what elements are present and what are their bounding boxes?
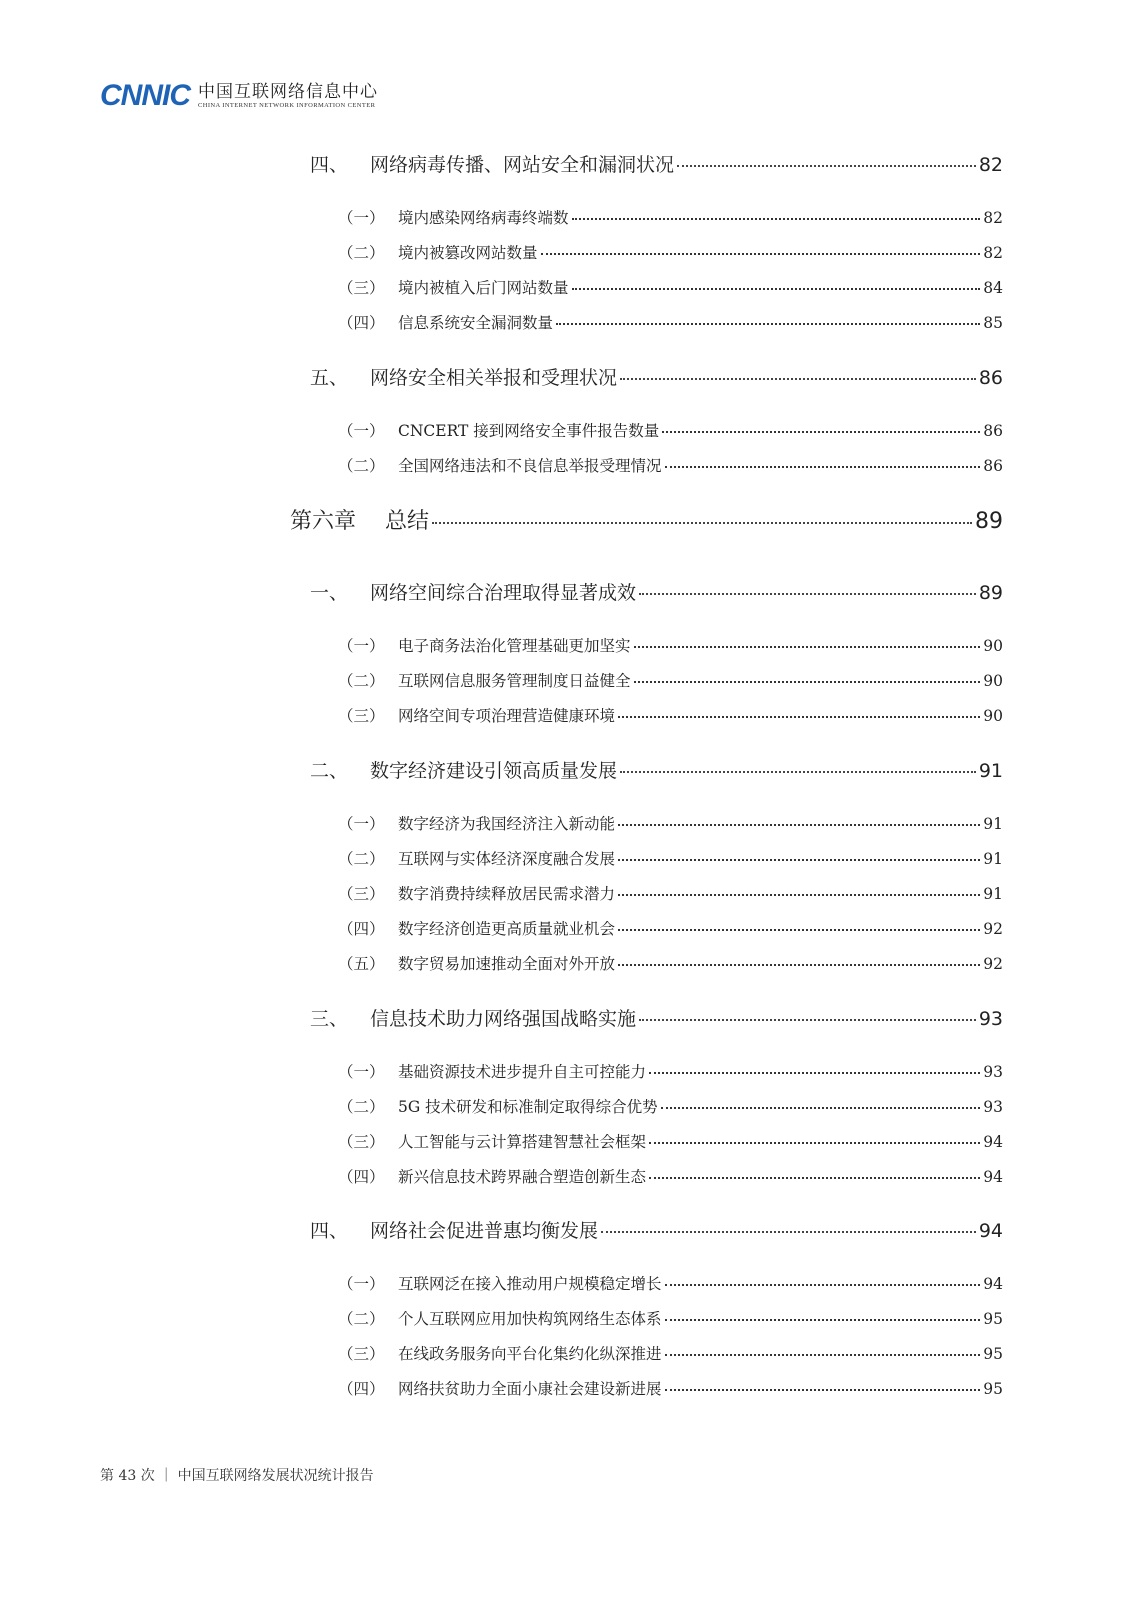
toc-page: 93 (983, 1098, 1003, 1116)
toc-number: （五） (338, 955, 385, 973)
toc-title: 互联网信息服务管理制度日益健全 (398, 672, 631, 690)
toc-leader (618, 859, 980, 861)
toc-subsection[interactable] (338, 1165, 1003, 1187)
toc-number: （二） (338, 244, 385, 262)
toc-leader (665, 1389, 981, 1391)
toc-page: 95 (983, 1380, 1003, 1398)
toc-subsection[interactable] (338, 1060, 1003, 1082)
toc-number: （三） (338, 1345, 385, 1363)
toc-number: （四） (338, 920, 385, 938)
toc-page: 82 (983, 209, 1003, 227)
toc-page: 90 (983, 637, 1003, 655)
toc-section[interactable] (310, 1216, 1003, 1243)
toc-subsection[interactable] (338, 419, 1003, 441)
toc-leader (572, 218, 981, 220)
toc-page: 84 (983, 279, 1003, 297)
toc-number: 四、 (310, 154, 349, 176)
toc-title: 人工智能与云计算搭建智慧社会框架 (398, 1133, 647, 1151)
toc-subsection[interactable] (338, 1307, 1003, 1329)
toc-page: 90 (983, 672, 1003, 690)
toc-leader (665, 1319, 981, 1321)
toc-page: 92 (983, 920, 1003, 938)
toc-chapter[interactable] (290, 504, 1003, 535)
toc-leader (541, 253, 981, 255)
toc-number: （四） (338, 1168, 385, 1186)
toc-title: 互联网泛在接入推动用户规模稳定增长 (398, 1275, 662, 1293)
toc-leader (620, 378, 976, 380)
page-footer: 第 43 次 ｜ 中国互联网络发展状况统计报告 (100, 1468, 374, 1484)
toc-section[interactable] (310, 578, 1003, 605)
toc-number: （一） (338, 422, 385, 440)
toc-page: 86 (983, 422, 1003, 440)
toc-title: 境内被植入后门网站数量 (398, 279, 569, 297)
toc-leader (649, 1142, 980, 1144)
toc-title: 网络扶贫助力全面小康社会建设新进展 (398, 1380, 662, 1398)
toc-page: 92 (983, 955, 1003, 973)
toc-number: （二） (338, 1098, 385, 1116)
toc-subsection[interactable] (338, 1095, 1003, 1117)
toc-section[interactable] (310, 756, 1003, 783)
toc-subsection[interactable] (338, 1272, 1003, 1294)
toc-page: 94 (983, 1168, 1003, 1186)
toc-leader (618, 824, 980, 826)
toc-title: 数字经济为我国经济注入新动能 (398, 815, 616, 833)
toc-leader (649, 1177, 980, 1179)
toc-number: （一） (338, 637, 385, 655)
toc-title: 个人互联网应用加快构筑网络生态体系 (398, 1310, 662, 1328)
toc-number: （二） (338, 457, 385, 475)
toc-page: 93 (983, 1063, 1003, 1081)
toc-subsection[interactable] (338, 454, 1003, 476)
toc-page: 86 (978, 367, 1003, 389)
toc-title: 数字贸易加速推动全面对外开放 (398, 955, 616, 973)
toc-leader (677, 165, 976, 167)
toc-subsection[interactable] (338, 1377, 1003, 1399)
toc-page: 82 (978, 154, 1003, 176)
toc-title: 境内感染网络病毒终端数 (398, 209, 569, 227)
toc-section[interactable] (310, 150, 1003, 177)
toc-leader (665, 1354, 981, 1356)
toc-title: 新兴信息技术跨界融合塑造创新生态 (398, 1168, 647, 1186)
toc-number: 二、 (310, 760, 349, 782)
toc-title: 信息技术助力网络强国战略实施 (370, 1008, 637, 1030)
toc-leader (639, 593, 976, 595)
toc-leader (618, 894, 980, 896)
toc-leader (649, 1072, 980, 1074)
toc-leader (618, 964, 980, 966)
toc-leader (620, 771, 976, 773)
toc-title: 在线政务服务向平台化集约化纵深推进 (398, 1345, 662, 1363)
toc-number: （四） (338, 314, 385, 332)
toc-page: 91 (983, 885, 1003, 903)
toc-subsection[interactable] (338, 1130, 1003, 1152)
toc-subsection[interactable] (338, 276, 1003, 298)
logo-english-name: CHINA INTERNET NETWORK INFORMATION CENTER (198, 101, 376, 109)
toc-leader (665, 466, 981, 468)
toc-number: 五、 (310, 367, 349, 389)
toc-subsection[interactable] (338, 812, 1003, 834)
toc-page: 91 (978, 760, 1003, 782)
toc-leader (556, 323, 980, 325)
toc-number: （一） (338, 1275, 385, 1293)
toc-number: 一、 (310, 582, 349, 604)
toc-page: 91 (983, 850, 1003, 868)
toc-page: 90 (983, 707, 1003, 725)
toc-leader (618, 929, 980, 931)
toc-title: 网络社会促进普惠均衡发展 (370, 1220, 599, 1242)
logo-chinese-name: 中国互联网络信息中心 (198, 81, 378, 102)
toc-leader (639, 1019, 976, 1021)
toc-subsection[interactable] (338, 1342, 1003, 1364)
toc-page: 94 (978, 1220, 1003, 1242)
toc-page: 82 (983, 244, 1003, 262)
toc-title: 数字经济建设引领高质量发展 (370, 760, 618, 782)
toc-subsection[interactable] (338, 952, 1003, 974)
toc-title: 数字消费持续释放居民需求潜力 (398, 885, 616, 903)
toc-leader (634, 646, 981, 648)
toc-title: 境内被篡改网站数量 (398, 244, 538, 262)
toc-title: 5G 技术研发和标准制定取得综合优势 (398, 1098, 658, 1116)
toc-title: 数字经济创造更高质量就业机会 (398, 920, 616, 938)
toc-subsection[interactable] (338, 634, 1003, 656)
toc-title: 互联网与实体经济深度融合发展 (398, 850, 616, 868)
toc-number: （一） (338, 815, 385, 833)
toc-title: 全国网络违法和不良信息举报受理情况 (398, 457, 662, 475)
toc-subsection[interactable] (338, 847, 1003, 869)
toc-page: 95 (983, 1310, 1003, 1328)
toc-page: 85 (983, 314, 1003, 332)
toc-number: 四、 (310, 1220, 349, 1242)
toc-page: 89 (975, 509, 1003, 534)
toc-leader (665, 1284, 981, 1286)
toc-page: 94 (983, 1275, 1003, 1293)
toc-page: 93 (978, 1008, 1003, 1030)
toc-title: 电子商务法治化管理基础更加坚实 (398, 637, 631, 655)
toc-title: CNCERT 接到网络安全事件报告数量 (398, 422, 660, 440)
toc-section[interactable] (310, 363, 1003, 390)
toc-page: 94 (983, 1133, 1003, 1151)
logo-text (198, 83, 378, 110)
toc-title: 信息系统安全漏洞数量 (398, 314, 554, 332)
toc-number: 第六章 (290, 509, 357, 534)
toc-section[interactable] (310, 1004, 1003, 1031)
toc-title: 网络空间专项治理营造健康环境 (398, 707, 616, 725)
toc-subsection[interactable] (338, 882, 1003, 904)
toc-subsection[interactable] (338, 704, 1003, 726)
toc-number: （四） (338, 1380, 385, 1398)
toc-number: （二） (338, 1310, 385, 1328)
toc-subsection[interactable] (338, 917, 1003, 939)
toc-subsection[interactable] (338, 311, 1003, 333)
toc-title: 网络病毒传播、网站安全和漏洞状况 (370, 154, 675, 176)
toc-leader (432, 522, 972, 524)
toc-number: （三） (338, 885, 385, 903)
toc-title: 网络空间综合治理取得显著成效 (370, 582, 637, 604)
toc-number: （二） (338, 672, 385, 690)
toc-leader (601, 1231, 976, 1233)
toc-subsection[interactable] (338, 206, 1003, 228)
toc-number: （三） (338, 1133, 385, 1151)
toc-number: （二） (338, 850, 385, 868)
toc-leader (661, 1107, 981, 1109)
toc-title: 网络安全相关举报和受理状况 (370, 367, 618, 389)
toc-leader (572, 288, 981, 290)
toc-number: （一） (338, 1063, 385, 1081)
toc-number: （三） (338, 707, 385, 725)
toc-title: 基础资源技术进步提升自主可控能力 (398, 1063, 647, 1081)
toc-title: 总结 (385, 509, 430, 534)
toc-subsection[interactable] (338, 669, 1003, 691)
toc-page: 95 (983, 1345, 1003, 1363)
toc-subsection[interactable] (338, 241, 1003, 263)
toc-page: 91 (983, 815, 1003, 833)
toc-page: 86 (983, 457, 1003, 475)
toc-page: 89 (978, 582, 1003, 604)
toc-number: （三） (338, 279, 385, 297)
toc-leader (618, 716, 980, 718)
toc-leader (662, 431, 980, 433)
toc-number: 三、 (310, 1008, 349, 1030)
toc-number: （一） (338, 209, 385, 227)
logo-mark: CNNIC (100, 79, 190, 112)
toc-leader (634, 681, 981, 683)
cnnic-logo (100, 80, 378, 112)
